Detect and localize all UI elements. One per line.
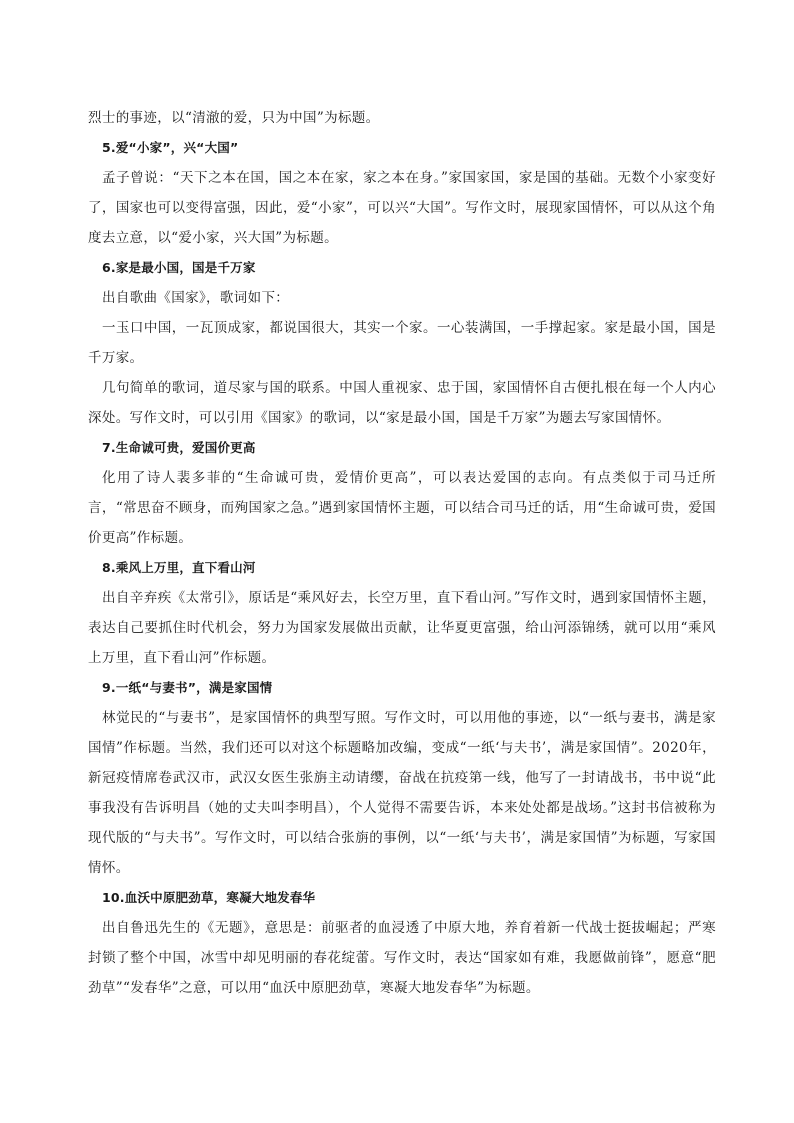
paragraph-section-9: 林觉民的“与妻书”，是家国情怀的典型写照。写作文时，可以用他的事迹，以“一纸与妻书，满是家国情”作标题。当然，我们还可以对这个标题略加改编，变成“一纸‘与夫书’，满是家国情”。2020年，新冠疫情席卷武汉市，武汉女医生张旃主动请缨，奋战在抗疫第一线，他写了一封请战书，书中说“此事我没有告诉明昌（她的丈夫叫李明昌），个人觉得不需要告诉，本来处处都是战场。”这封书信被称为现代版的“与夫书”。写作文时，可以结合张旃的事例，以“一纸‘与夫书’，满是家国情”为标题，写家国情怀。	[88, 710, 716, 876]
section-heading-8: 8.乘风上万里，直下看山河	[102, 560, 256, 575]
section-heading-10: 10.血沃中原肥劲草，寒凝大地发春华	[102, 890, 316, 905]
paragraph-section-8: 出自辛弃疾《太常引》，原话是“乘风好去，长空万里，直下看山河。”写作文时，遇到家国情怀主题，表达自己要抓住时代机会，努力为国家发展做出贡献，让华夏更富强，给山河添锦绣，就可以用“乘风上万里，直下看山河”作标题。	[88, 590, 716, 666]
paragraph-section-5: 孟子曾说：“天下之本在国，国之本在家，家之本在身。”家国家国，家是国的基础。无数个小家变好了，国家也可以变得富强，因此，爱“小家”，可以兴“大国”。写作文时，展现家国情怀，可以从这个角度去立意，以“爱小家，兴大国”为标题。	[88, 170, 716, 246]
paragraph-section-6-intro: 出自歌曲《国家》，歌词如下：	[102, 290, 290, 306]
paragraph-section-6-body: 几句简单的歌词，道尽家与国的联系。中国人重视家、忠于国，家国情怀自古便扎根在每一个人内心深处。写作文时，可以引用《国家》的歌词，以“家是最小国，国是千万家”为题去写家国情怀。	[88, 380, 716, 426]
section-heading-7: 7.生命诚可贵，爱国价更高	[102, 440, 256, 455]
section-heading-9: 9.一纸“与妻书”，满是家国情	[102, 680, 273, 695]
section-heading-5: 5.爱“小家”，兴“大国”	[102, 140, 239, 155]
paragraph-section-6-lyrics: 一玉口中国，一瓦顶成家，都说国很大，其实一个家。一心装满国，一手撑起家。家是最小国，国是千万家。	[88, 320, 716, 366]
document-body	[88, 103, 716, 1003]
section-heading-6: 6.家是最小国，国是千万家	[102, 260, 256, 275]
paragraph-section-7: 化用了诗人裴多菲的“生命诚可贵，爱情价更高”，可以表达爱国的志向。有点类似于司马迁所言，“常思奋不顾身，而殉国家之急。”遇到家国情怀主题，可以结合司马迁的话，用“生命诚可贵，爱国价更高”作标题。	[88, 470, 716, 546]
paragraph-section-10: 出自鲁迅先生的《无题》，意思是：前驱者的血浸透了中原大地，养育着新一代战士挺拔崛起；严寒封锁了整个中国，冰雪中却见明丽的春花绽蕾。写作文时，表达“国家如有难，我愿做前锋”，愿意“肥劲草”“发春华”之意，可以用“血沃中原肥劲草，寒凝大地发春华”为标题。	[88, 920, 716, 996]
paragraph-continuation: 烈士的事迹，以“清澈的爱，只为中国”为标题。	[88, 110, 380, 126]
